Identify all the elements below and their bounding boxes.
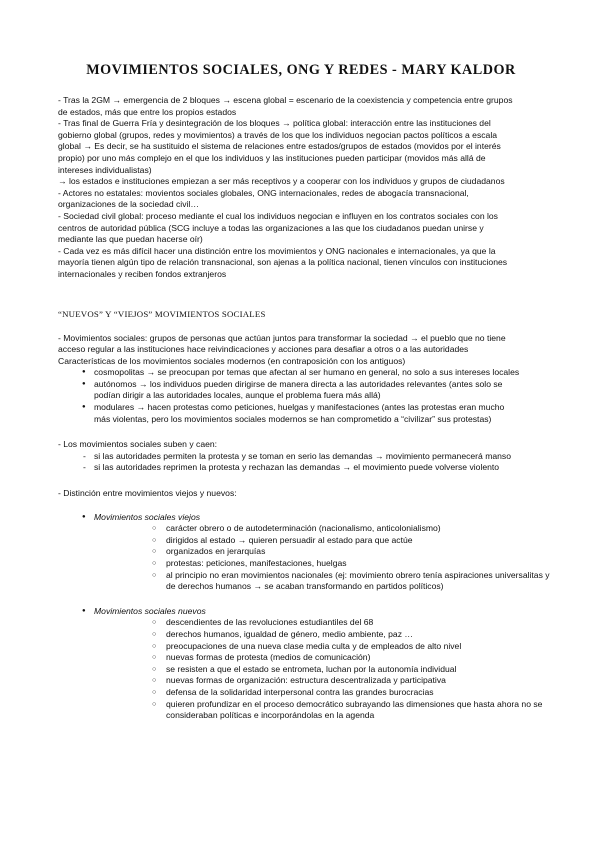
list-item (58, 462, 544, 474)
list-item-text: ○ carácter obrero o de autodeterminación (nacionalismo, anticolonialismo) (166, 523, 441, 534)
intro-line: mediante las que puedan hacerse oír) (58, 234, 203, 245)
list-item (58, 367, 544, 379)
intro-line: propio) por uno más complejo en el que los individuos y las instituciones pueden participar (movidos más allá de (58, 152, 486, 163)
intro-line: gobierno global (grupos, redes y movimientos) a través de los que los individuos negocian pactos políticos a escala (58, 129, 498, 140)
list-item (94, 699, 544, 722)
intro-line: mayoría tienen algún tipo de relación transnacional, son ajenas a la política nacional, tienen vínculos con instituciones (58, 257, 508, 268)
list-item (94, 675, 544, 687)
definition-section (58, 333, 544, 426)
rise-fall-section (58, 439, 544, 474)
list-item-text: ● cosmopolitas → se preocupan por temas que afectan al ser humano en general, no solo a sus intereses locales (94, 367, 520, 378)
new-movements-list (94, 617, 544, 721)
rise-fall-list (58, 451, 544, 474)
list-item (94, 546, 544, 558)
intro-line: - Tras final de Guerra Fría y desintegración de los bloques → política global: interacción entre las instituciones del (58, 118, 491, 129)
characteristics-list (58, 367, 544, 425)
list-item (58, 379, 544, 402)
list-item-text: ○ se resisten a que el estado se entrometa, luchan por la autonomía individual (166, 663, 457, 674)
list-item-text: - si las autoridades reprimen la protesta y rechazan las demandas → el movimiento puede volverse violento (94, 462, 500, 473)
list-item-text: ○ descendientes de las revoluciones estudiantiles del 68 (166, 617, 374, 628)
intro-line: organizaciones de la sociedad civil… (58, 199, 199, 210)
old-movements-heading: ● Movimientos sociales viejos (94, 511, 201, 522)
list-item (58, 402, 544, 425)
list-item-text: - si las autoridades permiten la protesta y se toman en serio las demandas → movimiento permanecerá manso (94, 450, 512, 461)
intro-line: centros de autoridad pública (SCG incluye a todas las organizaciones a las que los ciudadanos puedan unirse y (58, 222, 484, 233)
definition-line: - Movimientos sociales: grupos de personas que actúan juntos para transformar la sociedad → el pueblo que no tiene (58, 332, 506, 343)
list-item (94, 523, 544, 535)
intro-section (58, 95, 544, 281)
list-item (94, 558, 544, 570)
list-item-text: de derechos humanos → se acaban transformando en partidos políticos) (166, 581, 444, 592)
distinction-section (58, 488, 550, 722)
intro-line: de estados, más que entre los propios estados (58, 106, 237, 117)
document-title: MOVIMIENTOS SOCIALES, ONG Y REDES - MARY KALDOR (86, 62, 516, 78)
new-movements-item (58, 606, 544, 722)
list-item-text: ○ preocupaciones de una nueva clase media culta y de empleados de alto nivel (166, 640, 462, 651)
intro-line: → los estados e instituciones empiezan a ser más receptivos y a cooperar con los individuos y grupos de ciudadanos (58, 176, 505, 187)
list-item-text: ○ organizados en jerarquías (166, 546, 266, 557)
intro-line: - Actores no estatales: movientos sociales globales, ONG internacionales, redes de abogacía transnacional, (58, 187, 469, 198)
list-item-text: ● autónomos → los individuos pueden dirigirse de manera directa a las autoridades relevantes (antes solo se (94, 378, 503, 389)
intro-line: - Tras la 2GM → emergencia de 2 bloques → escena global = escenario de la coexistencia y competencia entre grupos (58, 95, 513, 105)
distinction-intro: - Distinción entre movimientos viejos y nuevos: (58, 488, 237, 499)
definition-line: Características de los movimientos sociales modernos (en contraposición con los antiguos) (58, 355, 406, 366)
list-item (94, 664, 544, 676)
list-item-text: podían dirigir a las autoridades locales, aunque el problema fuera más allá) (94, 390, 381, 401)
rise-fall-intro: - Los movimientos sociales suben y caen: (58, 439, 218, 450)
list-item (94, 569, 550, 593)
list-item-text: ○ dirigidos al estado → quieren persuadir al estado para que actúe (166, 534, 413, 545)
section-heading: “NUEVOS” Y “VIEJOS” MOVIMIENTOS SOCIALES (58, 308, 266, 319)
list-item-text: ● modulares → hacen protestas como peticiones, huelgas y manifestaciones (antes las protestas eran mucho (94, 402, 505, 413)
intro-line: - Sociedad civil global: proceso mediante el cual los individuos negocian e influyen en los contratos sociales con los (58, 210, 498, 221)
intro-line: internacionales y reciben fondos extranjeros (58, 268, 227, 279)
list-item-text: ○ al principio no eran movimientos nacionales (ej: movimiento obrero tenía aspiraciones universalitas y (166, 569, 550, 580)
list-item-text: ○ derechos humanos, igualdad de género, medio ambiente, paz … (166, 628, 413, 639)
intro-line: intereses individualistas) (58, 164, 152, 175)
new-movements-heading: ● Movimientos sociales nuevos (94, 605, 206, 616)
list-item-text: más violentas, pero los movimientos sociales modernos se han comprometido a “civilizar” sus protestas) (94, 413, 492, 424)
old-movements-list (94, 523, 550, 593)
list-item (94, 629, 544, 641)
list-item-text: ○ protestas: peticiones, manifestaciones, huelgas (166, 558, 347, 568)
intro-line: - Cada vez es más difícil hacer una distinción entre los movimientos y ONG nacionales e internacionales, ya que la (58, 245, 496, 256)
intro-line: global → Es decir, se ha sustituido el sistema de relaciones entre estados/grupos de estados (movidos por el interés (58, 141, 501, 152)
list-item-text: ○ nuevas formas de protesta (medios de comunicación) (166, 652, 371, 663)
list-item (94, 652, 544, 664)
list-item-text: ○ quieren profundizar en el proceso democrático subrayando las dimensiones que hasta ahora no se (166, 698, 543, 709)
list-item (58, 451, 544, 463)
movement-types-list (58, 511, 550, 722)
list-item (94, 535, 544, 547)
list-item-text: ○ defensa de la solidaridad interpersonal contra las grandes burocracias (166, 686, 434, 697)
old-movements-item (58, 511, 550, 593)
list-item (94, 687, 544, 699)
list-item (94, 641, 544, 653)
list-item (94, 617, 544, 629)
list-item-text: ○ nuevas formas de organización: estructura descentralizada y participativa (166, 675, 446, 686)
list-item-text: consideraban políticas e incorporándolas en la agenda (166, 710, 375, 721)
definition-line: acceso regular a las instituciones hace reivindicaciones y acciones para desafiar a otros o a las autoridades (58, 344, 469, 355)
